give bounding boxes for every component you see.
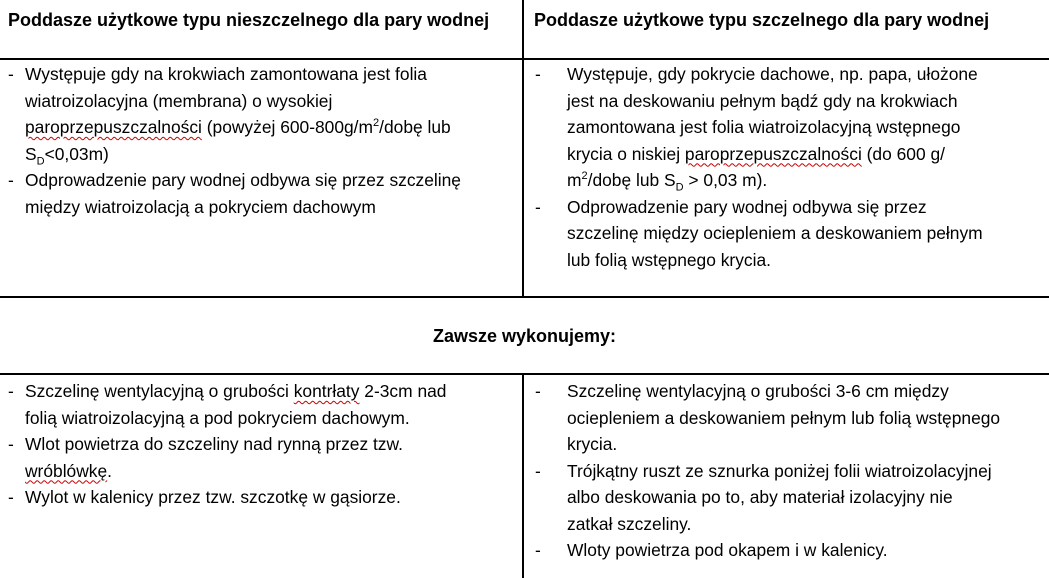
text-line: lub folią wstępnego krycia. [567,249,771,270]
list-item [535,537,1041,564]
bullet-dash: - [8,434,14,454]
list-item [535,194,1041,274]
top-section-bottom-line [0,296,1049,298]
header-divider-line [0,58,1049,60]
list-item [8,378,512,431]
list-item [8,167,512,220]
spellcheck-word: wróblówkę [25,460,108,481]
bullet-dash: - [8,487,14,507]
text-line: jest na deskowaniu pełnym bądź gdy na krokwiach [567,90,958,111]
list-item [8,484,512,511]
text-line: Szczelinę wentylacyjną o grubości kontrłaty 2-3cm nad [25,381,447,401]
top-right-cell [535,61,1041,273]
text-line: Wylot w kalenicy przez tzw. szczotkę w gąsiorze. [25,487,401,507]
text-line: wiatroizolacyjna (membrana) o wysokiej [25,90,333,111]
text-line: krycia o niskiej paroprzepuszczalności (do 600 g/ [567,143,945,164]
text-line: $m^2$/dobę lub $S_D > 0,03$ m). [567,170,768,194]
list-item [8,431,512,484]
text-line: krycia. [567,434,618,454]
text-line: zatkał szczeliny. [567,513,692,534]
text-line: Wlot powietrza do szczeliny nad rynną przez tzw. [25,434,403,454]
text-line: $S_D<0,03m$) [25,143,109,167]
column-divider-bottom [522,373,524,578]
header-left: Poddasze użytkowe typu nieszczelnego dla pary wodnej [8,10,490,30]
bottom-right-cell [535,378,1041,564]
text-line: Szczelinę wentylacyjną o grubości 3-6 cm między [567,381,949,401]
text-line: albo deskowania po to, aby materiał izolacyjny nie [567,487,953,507]
spellcheck-word: paroprzepuszczalności [684,143,862,164]
text-line: paroprzepuszczalności (powyżej $600-800g/m^2$/dobę lub [25,117,451,137]
bullet-dash: - [535,196,541,217]
list-item [8,61,512,167]
text-line: między wiatroizolacją a pokryciem dachowym [25,196,376,217]
spellcheck-word: paroprzepuszczalności [25,117,202,137]
header-right: Poddasze użytkowe typu szczelnego dla pary wodnej [534,10,990,30]
bullet-dash: - [535,381,541,401]
spellcheck-word: kontrłaty [293,381,360,401]
text-line: Występuje gdy na krokwiach zamontowana jest folia [25,64,427,84]
list-item [535,61,1041,194]
section-title: Zawsze wykonujemy: [432,326,617,346]
bullet-dash: - [8,381,14,401]
bullet-dash: - [535,540,541,560]
bullet-dash: - [535,460,541,481]
bottom-section-top-line [0,373,1049,375]
bullet-dash: - [8,64,14,84]
bullet-dash: - [8,170,14,190]
text-line: Występuje, gdy pokrycie dachowe, np. papa, ułożone [567,64,978,84]
text-line: folią wiatroizolacyjną a pod pokryciem dachowym. [25,407,410,428]
top-left-cell [8,61,512,220]
text-line: ociepleniem a deskowaniem pełnym lub folią wstępnego [567,407,1001,428]
column-divider-top [522,0,524,297]
bottom-left-cell [8,378,512,511]
text-line: zamontowana jest folia wiatroizolacyjną wstępnego [567,117,961,137]
text-line: szczelinę między ociepleniem a deskowaniem pełnym [567,223,983,243]
text-line: Wloty powietrza pod okapem i w kalenicy. [567,540,888,560]
text-line: Odprowadzenie pary wodnej odbywa się przez szczelinę [25,170,461,190]
list-item [535,458,1041,538]
text-line: Trójkątny ruszt ze sznurka poniżej folii wiatroizolacyjnej [567,460,992,481]
list-item [535,378,1041,458]
text-line: wróblówkę. [25,460,112,481]
bullet-dash: - [535,64,541,84]
text-line: Odprowadzenie pary wodnej odbywa się przez [567,196,927,217]
